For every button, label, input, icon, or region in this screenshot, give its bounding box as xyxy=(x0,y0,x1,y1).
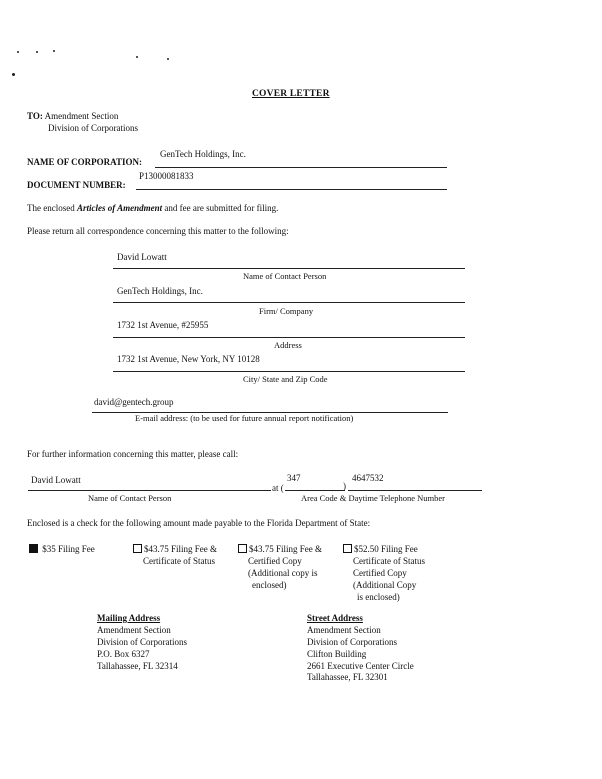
further-contact-name-value: David Lowatt xyxy=(31,475,81,485)
fee-option-text: (Additional copy is xyxy=(248,567,318,578)
further-contact-underline xyxy=(28,490,271,491)
mailing-address-heading: Mailing Address xyxy=(97,613,161,623)
fee-option-text: $43.75 Filing Fee & xyxy=(144,544,218,554)
scan-artifact-dot xyxy=(36,51,38,53)
fee-option-text: is enclosed) xyxy=(357,591,400,602)
street-address-line: Clifton Building xyxy=(307,648,367,659)
city-value: 1732 1st Avenue, New York, NY 10128 xyxy=(117,354,260,364)
document-type: Articles of Amendment xyxy=(76,203,163,213)
scan-artifact-dot xyxy=(136,56,138,58)
email-label: E-mail address: (to be used for future annual report notification) xyxy=(135,413,354,423)
mailing-address xyxy=(97,613,187,672)
fee-option-43-status[interactable] xyxy=(133,544,217,568)
fee-option-text: (Additional Copy xyxy=(353,579,417,590)
phone-close-paren: ) xyxy=(343,481,346,491)
further-contact-name-label: Name of Contact Person xyxy=(88,493,172,503)
to-line-1: Amendment Section xyxy=(44,111,119,121)
further-info-sentence: For further information concerning this matter, please call: xyxy=(27,449,239,459)
to-label: TO: xyxy=(27,111,43,121)
phone-label: Area Code & Daytime Telephone Number xyxy=(301,493,445,503)
fee-option-line xyxy=(238,544,322,556)
fee-option-line xyxy=(133,544,217,556)
to-block xyxy=(27,111,118,121)
street-address-line: Amendment Section xyxy=(307,624,381,635)
check-sentence: Enclosed is a check for the following amount made payable to the Florida Department of State: xyxy=(27,518,371,528)
fee-option-text: Certificate of Status xyxy=(143,555,215,566)
street-address-line: Tallahassee, FL 32301 xyxy=(307,672,388,683)
email-value: david@gentech.group xyxy=(94,397,174,407)
checkbox-checked-icon[interactable] xyxy=(29,544,38,553)
street-address-line: 2661 Executive Center Circle xyxy=(307,660,414,671)
street-address-line: Division of Corporations xyxy=(307,636,397,647)
fee-option-text: enclosed) xyxy=(252,579,287,590)
enclosed-sentence-post: and fee are submitted for filing. xyxy=(162,203,279,213)
scan-artifact-dot xyxy=(53,50,55,52)
scan-artifact-dot xyxy=(17,51,19,53)
fee-option-text: $35 Filing Fee xyxy=(42,544,95,554)
phone-at-label: at ( xyxy=(272,483,284,493)
phone-number-value: 4647532 xyxy=(352,473,384,483)
corporation-underline xyxy=(155,167,447,168)
firm-underline xyxy=(113,302,465,303)
mailing-address-line: Division of Corporations xyxy=(97,636,187,647)
corporation-value: GenTech Holdings, Inc. xyxy=(160,149,246,159)
street-address xyxy=(307,613,414,684)
fee-option-43-copy[interactable] xyxy=(238,544,322,592)
checkbox-icon[interactable] xyxy=(133,544,142,553)
return-sentence: Please return all correspondence concerning this matter to the following: xyxy=(27,226,289,236)
page-title: COVER LETTER xyxy=(252,89,330,99)
scan-artifact-dot xyxy=(12,73,15,76)
mailing-address-line: Tallahassee, FL 32314 xyxy=(97,660,178,671)
contact-name-underline xyxy=(113,268,465,269)
address-underline xyxy=(113,337,465,338)
mailing-address-line: Amendment Section xyxy=(97,624,171,635)
checkbox-icon[interactable] xyxy=(238,544,247,553)
fee-option-text: Certified Copy xyxy=(248,555,302,566)
checkbox-icon[interactable] xyxy=(343,544,352,553)
street-address-heading: Street Address xyxy=(307,613,363,623)
contact-name-value: David Lowatt xyxy=(117,252,167,262)
enclosed-sentence xyxy=(27,203,278,213)
city-underline xyxy=(113,371,465,372)
mailing-address-line: P.O. Box 6327 xyxy=(97,648,150,659)
document-number-underline xyxy=(136,189,447,190)
fee-option-text: Certified Copy xyxy=(353,567,407,578)
area-code-value: 347 xyxy=(287,473,301,483)
address-label: Address xyxy=(274,340,302,350)
address-value: 1732 1st Avenue, #25955 xyxy=(117,320,209,330)
firm-value: GenTech Holdings, Inc. xyxy=(117,286,203,296)
scan-artifact-dot xyxy=(167,58,169,60)
city-label: City/ State and Zip Code xyxy=(243,374,328,384)
to-line-2: Division of Corporations xyxy=(48,123,138,133)
fee-option-text: Certificate of Status xyxy=(353,555,425,566)
fee-option-line xyxy=(29,544,95,556)
fee-option-35[interactable] xyxy=(29,544,95,556)
fee-option-text: $52.50 Filing Fee xyxy=(354,544,418,554)
enclosed-sentence-pre: The enclosed xyxy=(27,203,77,213)
fee-option-text: $43.75 Filing Fee & xyxy=(249,544,323,554)
contact-name-label: Name of Contact Person xyxy=(243,271,327,281)
firm-label: Firm/ Company xyxy=(259,306,314,316)
phone-underline xyxy=(348,490,482,491)
fee-option-52[interactable] xyxy=(343,544,425,603)
document-number-label: DOCUMENT NUMBER: xyxy=(27,180,126,190)
fee-option-line xyxy=(343,544,425,556)
area-code-underline xyxy=(285,490,345,491)
corporation-label: NAME OF CORPORATION: xyxy=(27,157,142,167)
document-number-value: P13000081833 xyxy=(139,171,194,181)
